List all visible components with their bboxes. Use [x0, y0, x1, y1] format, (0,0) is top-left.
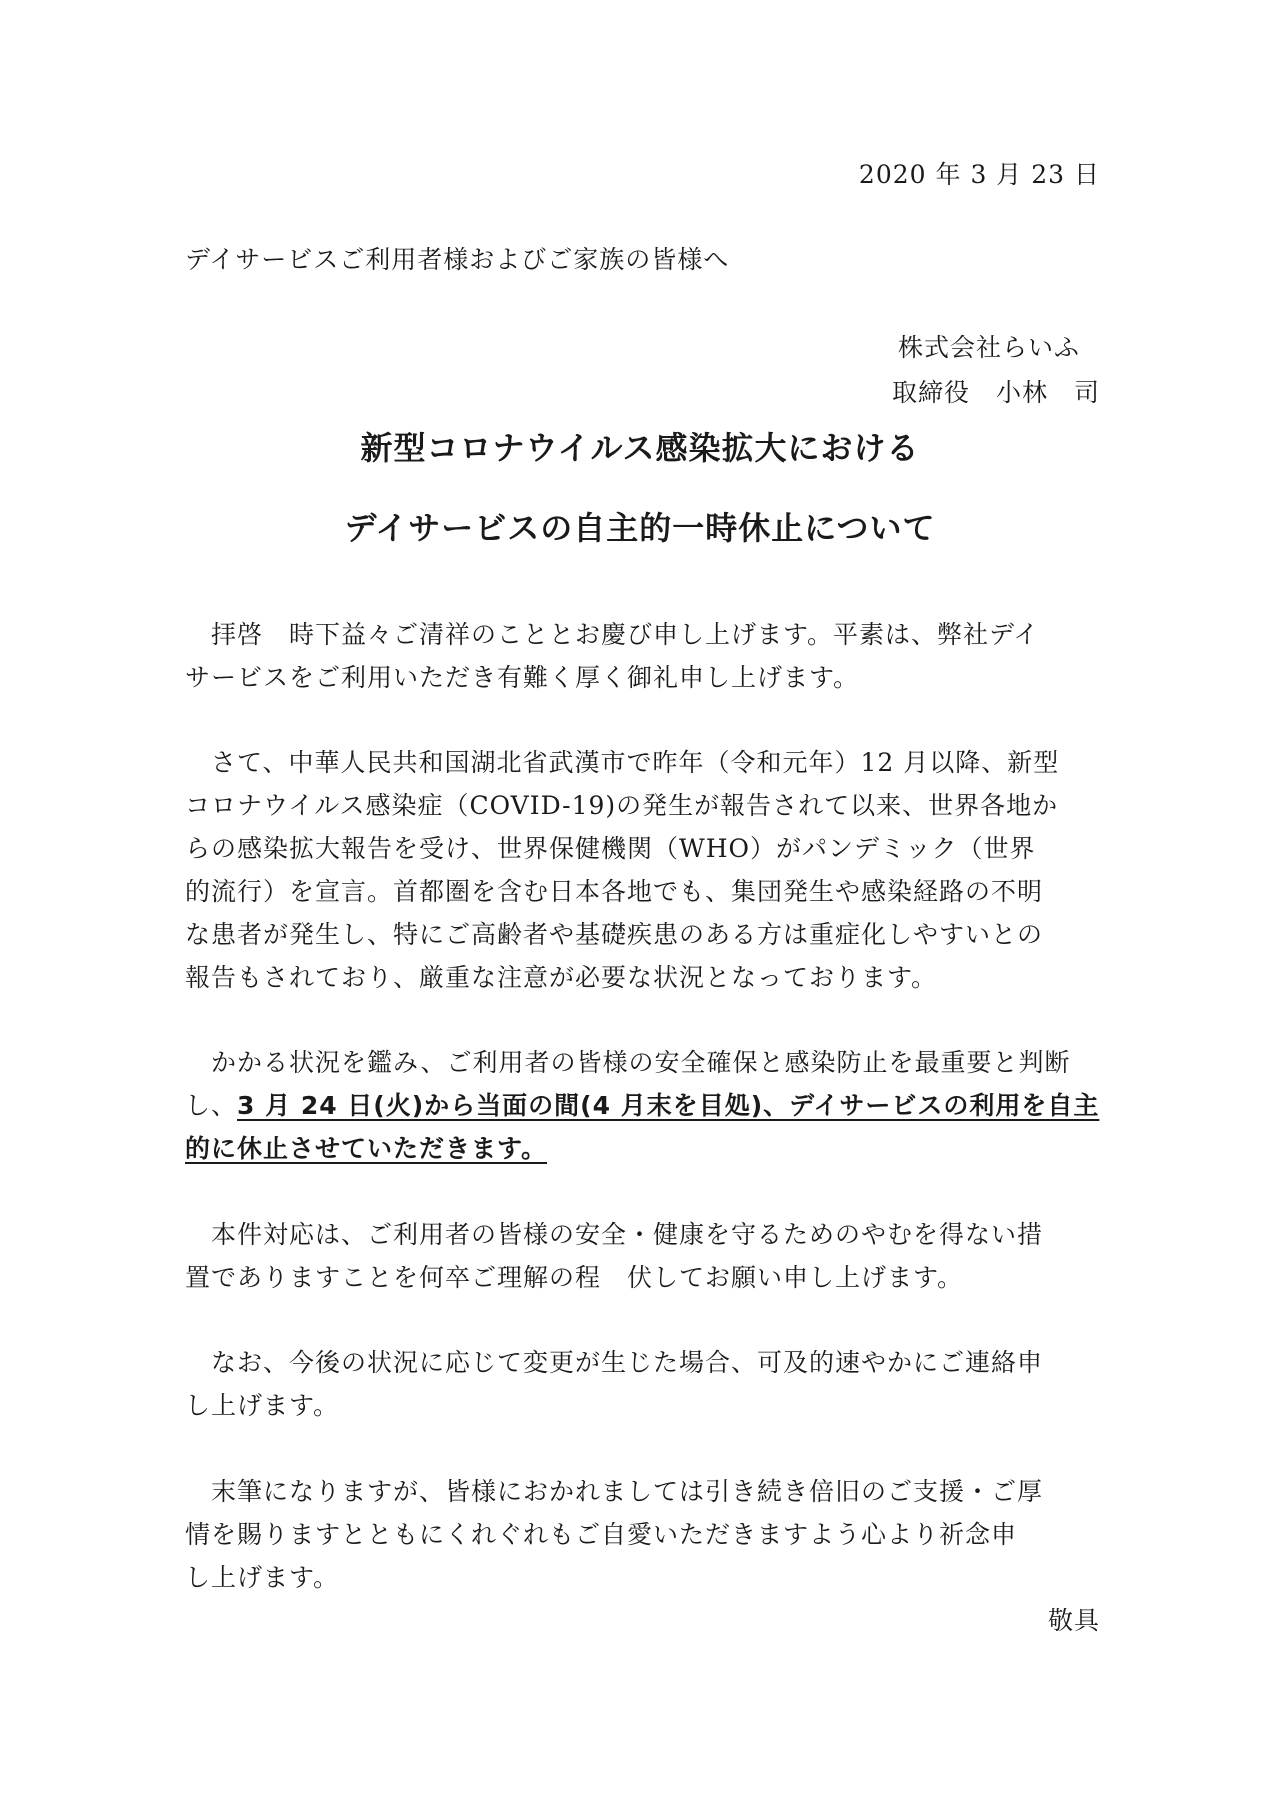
paragraph-text: し、	[185, 1091, 238, 1120]
paragraph-line: 情を賜りますとともにくれぐれもご自愛いただきますよう心より祈念申	[185, 1520, 1018, 1549]
paragraph-line: サービスをご利用いただき有難く厚く御礼申し上げます。	[185, 663, 860, 692]
title-line-2: デイサービスの自主的一時休止について	[344, 509, 936, 547]
suspension-period-emphasis: 3 月 24 日(火)から当面の間(4 月末を目処)、デイサービスの利用を自主	[237, 1091, 1100, 1120]
company-name: 株式会社らいふ	[897, 333, 1080, 362]
paragraph-line: 的流行）を宣言。首都圏を含む日本各地でも、集団発生や感染経路の不明	[185, 877, 1044, 906]
letter-date: 2020 年 3 月 23 日	[858, 160, 1100, 189]
paragraph-line: し上げます。	[185, 1563, 340, 1592]
paragraph-line: コロナウイルス感染症（COVID-19)の発生が報告されて以来、世界各地か	[185, 791, 1059, 820]
paragraph-line	[185, 1091, 1099, 1121]
recipient-line: デイサービスご利用者様およびご家族の皆様へ	[185, 245, 730, 274]
paragraph-line: 末筆になりますが、皆様におかれましては引き続き倍旧のご支援・ご厚	[185, 1477, 1044, 1506]
closing-salutation: 敬具	[1047, 1606, 1100, 1635]
paragraph-line: 報告もされており、厳重な注意が必要な状況となっております。	[185, 963, 938, 992]
paragraph-line: なお、今後の状況に応じて変更が生じた場合、可及的速やかにご連絡申	[185, 1348, 1044, 1377]
title-line-1: 新型コロナウイルス感染拡大における	[360, 429, 920, 467]
paragraph-line: さて、中華人民共和国湖北省武漢市で昨年（令和元年）12 月以降、新型	[185, 748, 1060, 777]
paragraph-line: な患者が発生し、特にご高齢者や基礎疾患のある方は重症化しやすいとの	[185, 920, 1044, 949]
paragraph-line: 拝啓 時下益々ご清祥のこととお慶び申し上げます。平素は、弊社デイ	[185, 620, 1040, 649]
paragraph-line: らの感染拡大報告を受け、世界保健機関（WHO）がパンデミック（世界	[185, 834, 1036, 863]
paragraph-line	[185, 1134, 547, 1164]
paragraph-line: 置でありますことを何卒ご理解の程 伏してお願い申し上げます。	[185, 1263, 964, 1292]
paragraph-line: し上げます。	[185, 1391, 340, 1420]
paragraph-line: 本件対応は、ご利用者の皆様の安全・健康を守るためのやむを得ない措	[185, 1220, 1044, 1249]
paragraph-line: かかる状況を鑑み、ご利用者の皆様の安全確保と感染防止を最重要と判断	[185, 1048, 1071, 1077]
representative-name: 取締役 小林 司	[891, 378, 1100, 407]
suspension-period-emphasis: 的に休止させていただきます。	[185, 1134, 548, 1163]
